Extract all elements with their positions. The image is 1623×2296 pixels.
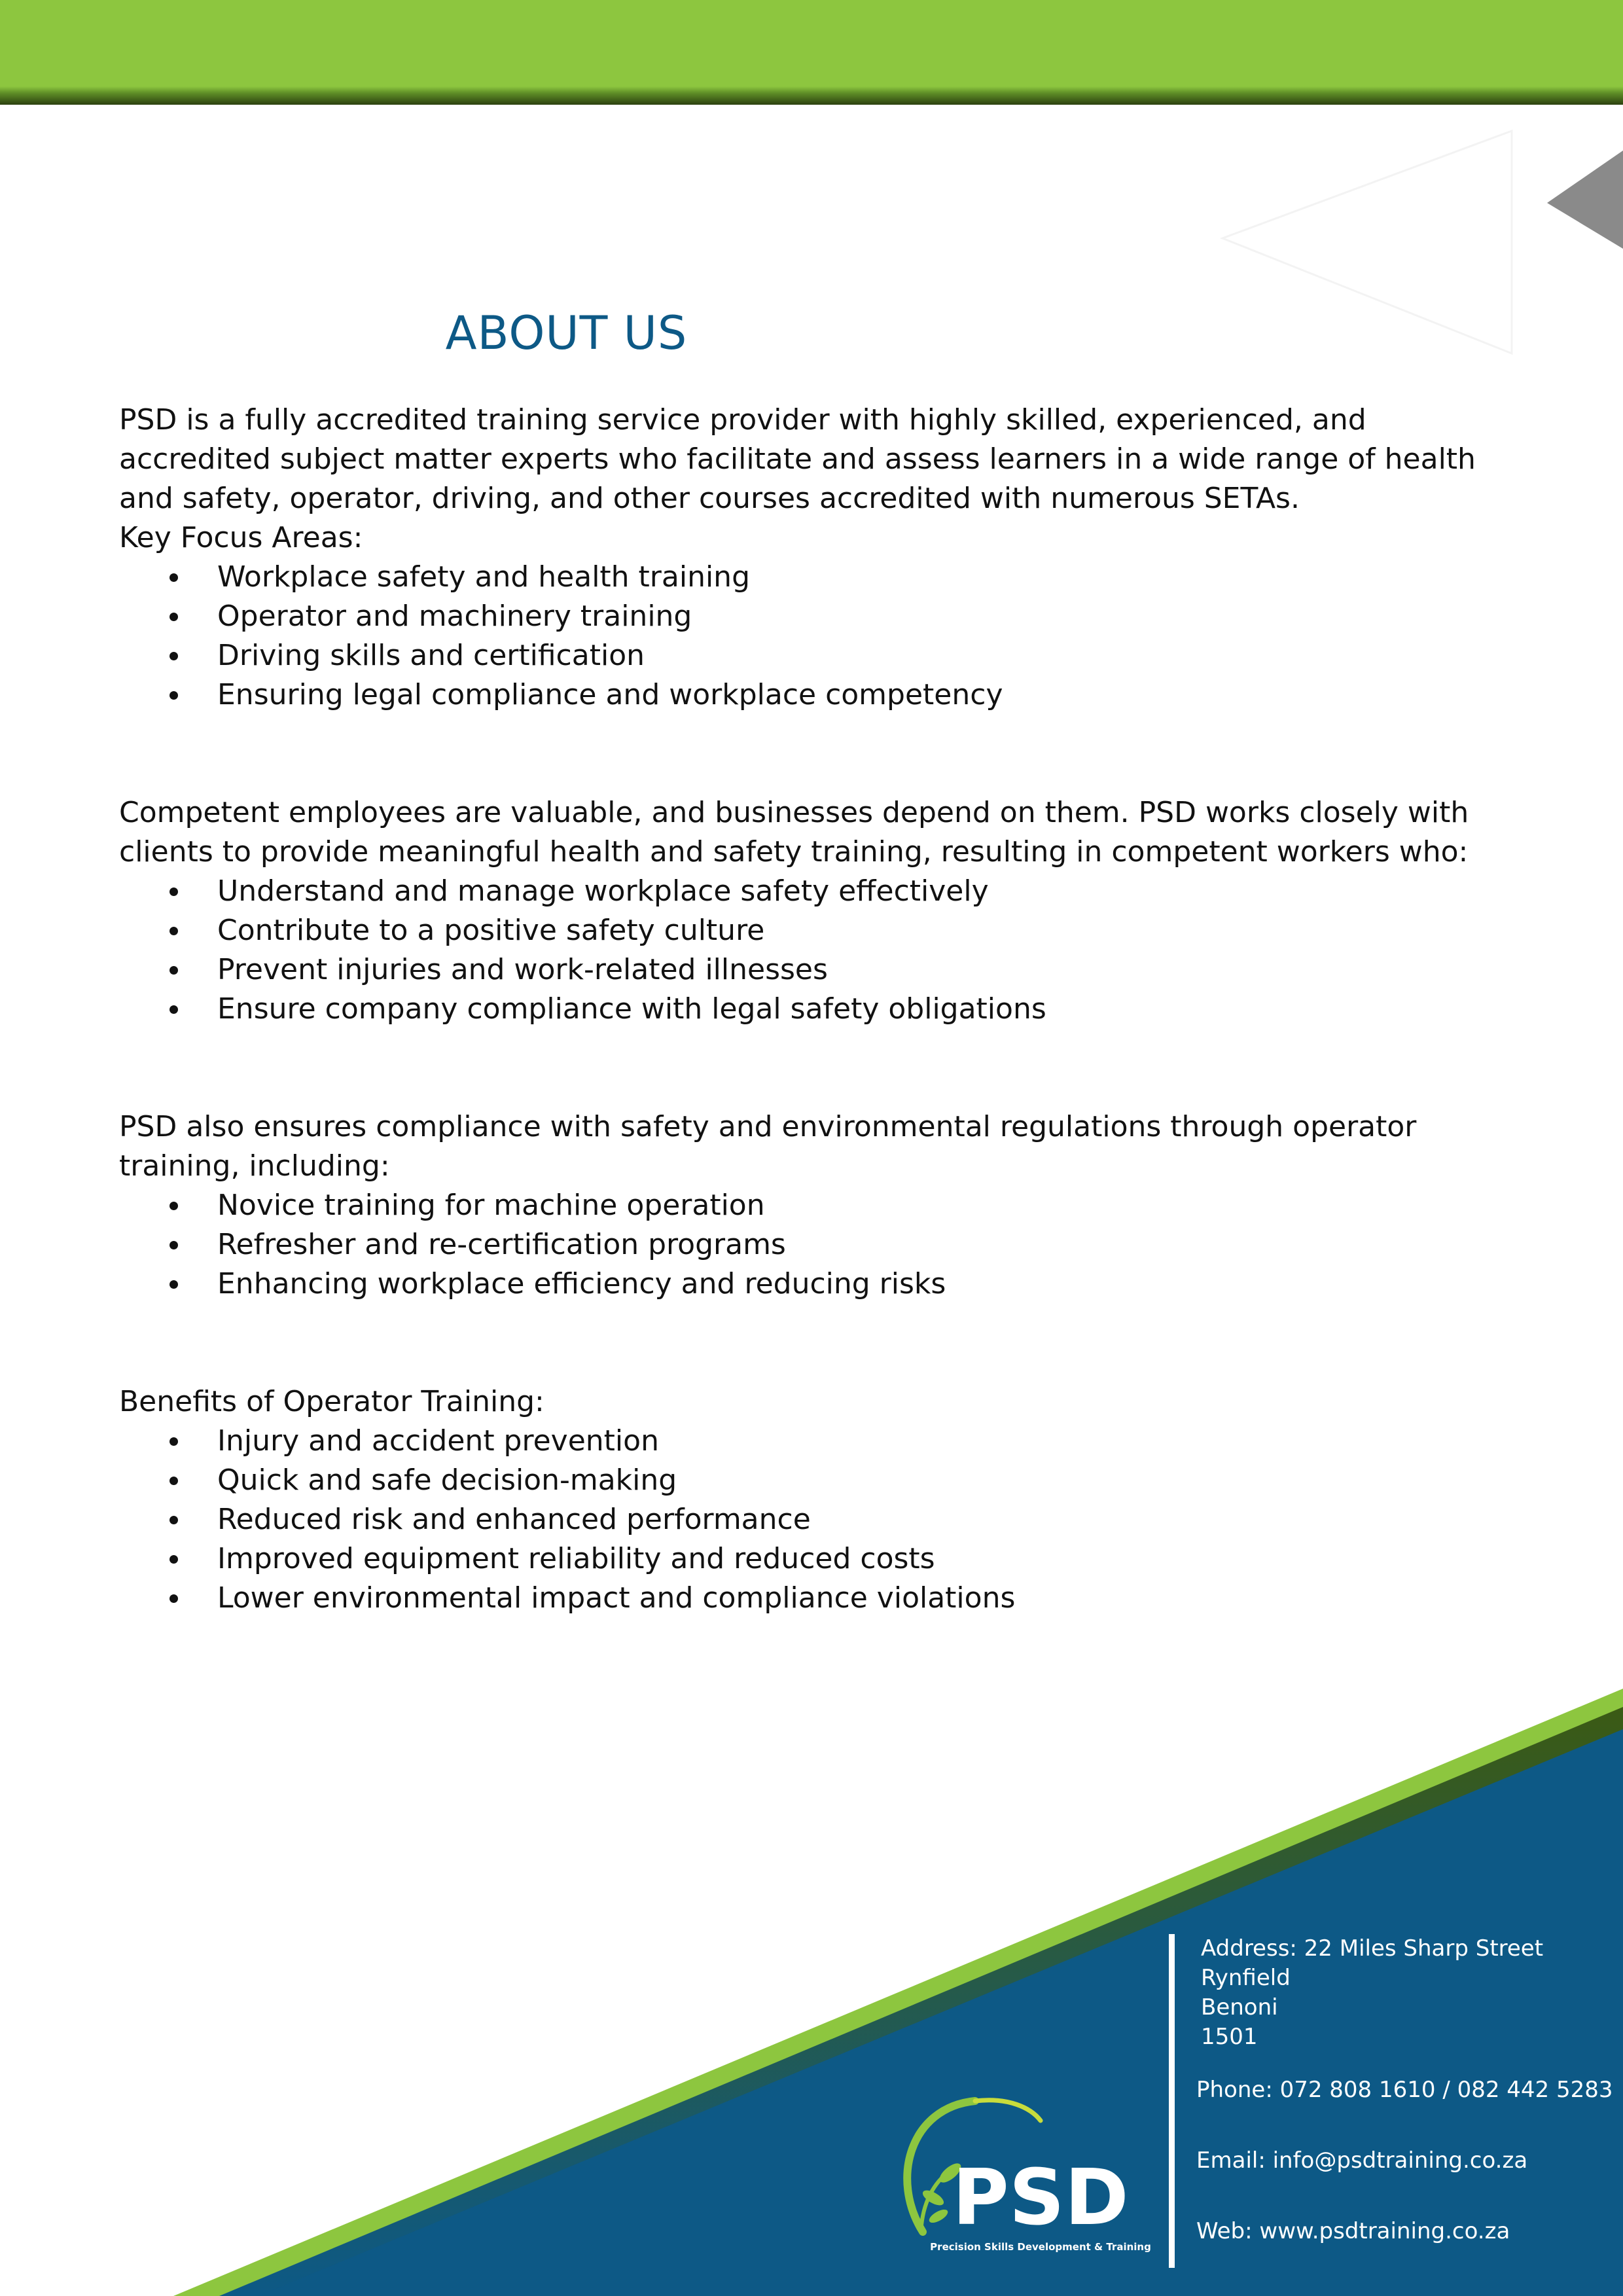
list-item: Refresher and re-certification programs (217, 1225, 1526, 1265)
list-item: Quick and safe decision-making (217, 1461, 1526, 1500)
list-item: Understand and manage workplace safety effectively (217, 872, 1526, 911)
list-item: Ensuring legal compliance and workplace competency (217, 675, 1526, 715)
list-item: Injury and accident prevention (217, 1422, 1526, 1461)
list-item: Prevent injuries and work-related illnesses (217, 950, 1526, 990)
competent-list (119, 872, 1526, 1029)
list-item: Ensure company compliance with legal safety obligations (217, 990, 1526, 1029)
key-focus-heading: Key Focus Areas: (119, 521, 363, 554)
list-item: Lower environmental impact and compliance violations (217, 1579, 1526, 1618)
address-line: Rynfield (1201, 1965, 1291, 1991)
website-link[interactable]: Web: www.psdtraining.co.za (1196, 2218, 1510, 2244)
logo-tagline: Precision Skills Development & Training (930, 2241, 1151, 2253)
list-item: Reduced risk and enhanced performance (217, 1500, 1526, 1539)
address (1201, 1934, 1543, 2052)
email-link[interactable]: Email: info@psdtraining.co.za (1196, 2147, 1528, 2174)
list-item: Driving skills and certification (217, 636, 1526, 675)
address-line: Address: 22 Miles Sharp Street (1201, 1935, 1544, 1962)
list-item: Operator and machinery training (217, 597, 1526, 636)
page-title: ABOUT US (445, 306, 688, 360)
header-green-bar (0, 0, 1623, 105)
compliance-list (119, 1186, 1526, 1304)
contact-block (1169, 1934, 1620, 2268)
benefits-list (119, 1422, 1526, 1618)
phone-text: Phone: 072 808 1610 / 082 442 5283 (1196, 2077, 1613, 2103)
list-item: Novice training for machine operation (217, 1186, 1526, 1225)
address-line: Benoni (1201, 1994, 1278, 2020)
benefits-heading: Benefits of Operator Training: (119, 1385, 544, 1418)
intro-paragraph: PSD is a fully accredited training service provider with highly skilled, experienced, and accredited subject matter experts who facilitate and assess learners in a wide range of health and safety, operator, driving, and other courses accredited with numerous SETAs. (119, 403, 1476, 515)
about-content (119, 401, 1526, 1618)
corner-triangle-decoration (1204, 118, 1623, 367)
list-item: Contribute to a positive safety culture (217, 911, 1526, 950)
list-item: Improved equipment reliability and reduced costs (217, 1539, 1526, 1579)
competent-paragraph: Competent employees are valuable, and businesses depend on them. PSD works closely with clients to provide meaningful health and safety training, resulting in competent workers who: (119, 796, 1469, 869)
list-item: Enhancing workplace efficiency and reducing risks (217, 1265, 1526, 1304)
key-focus-list (119, 558, 1526, 715)
address-line: 1501 (1201, 2024, 1258, 2050)
psd-logo (877, 2081, 1152, 2271)
logo-text: PSD (952, 2152, 1129, 2242)
list-item: Workplace safety and health training (217, 558, 1526, 597)
compliance-paragraph: PSD also ensures compliance with safety and environmental regulations through operator training, including: (119, 1110, 1417, 1183)
